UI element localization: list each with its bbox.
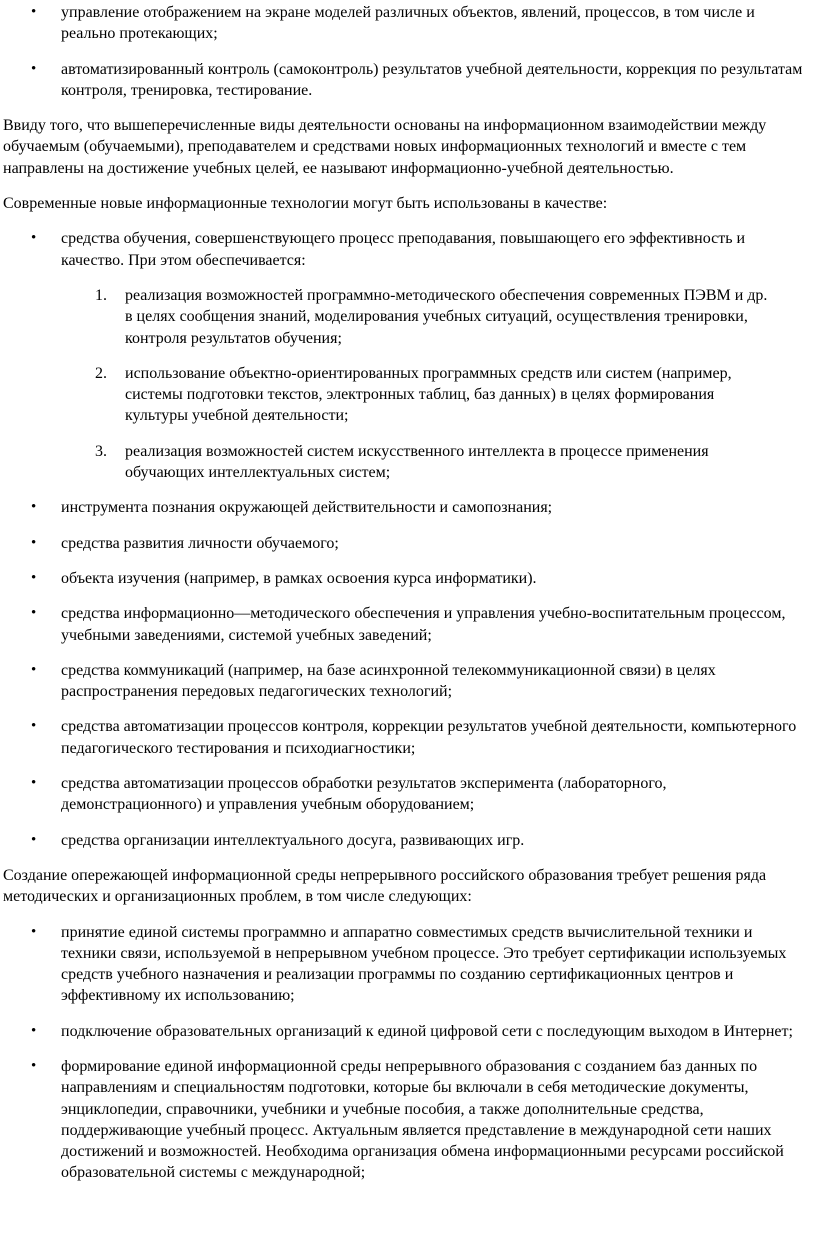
bullet-icon: • <box>31 499 37 516</box>
bullet-icon: • <box>31 1057 37 1074</box>
uses-bullet-list <box>3 228 816 271</box>
numbered-item <box>3 285 816 349</box>
list-item-text: средства коммуникаций (например, на базе асинхронной телекоммуникационной связи) в целях распространения передовых педагогических технологий; <box>61 661 716 701</box>
document-page <box>0 2 816 1241</box>
bullet-icon: • <box>31 569 37 586</box>
paragraph-modern-tech: Современные новые информационные технологии могут быть использованы в качестве: <box>3 195 608 213</box>
item-number: 2. <box>95 364 107 382</box>
problems-bullet-list <box>3 922 816 1184</box>
list-item <box>3 660 816 703</box>
list-item <box>3 2 816 45</box>
list-item <box>3 497 816 518</box>
list-item-text: средства информационно—методического обеспечения и управления учебно-воспитательным процессом, учебными заведениями, системой учебных заведений; <box>61 605 786 644</box>
list-item-text: средства организации интеллектуального досуга, развивающих игр. <box>61 831 525 849</box>
numbered-item-text: реализация возможностей систем искусственного интеллекта в процессе применения обучающих интеллектуальных систем; <box>125 442 709 482</box>
numbered-item <box>3 363 816 427</box>
list-item <box>3 59 816 102</box>
list-item <box>3 1021 816 1042</box>
bullet-icon: • <box>31 923 37 940</box>
paragraph-info-environment: Создание опережающей информационной среды непрерывного российского образования требует решения ряда методических и организационных проблем, в том числе следующих: <box>3 866 767 906</box>
item-number: 1. <box>95 286 107 304</box>
list-item-text: управление отображением на экране моделей различных объектов, явлений, процессов, в том числе и реально протекающих; <box>61 4 755 43</box>
list-item-text: инструмента познания окружающей действительности и самопознания; <box>61 499 553 517</box>
list-item-text: подключение образовательных организаций к единой цифровой сети с последующим выходом в Интернет; <box>61 1022 793 1040</box>
numbered-list <box>3 285 816 483</box>
list-item-text: автоматизированный контроль (самоконтроль) результатов учебной деятельности, коррекция по результатам контроля, тренировка, тестирование. <box>61 60 803 99</box>
numbered-item-text: реализация возможностей программно-методического обеспечения современных ПЭВМ и др. в целях сообщения знаний, моделирования учебных ситуаций, осуществления тренировки, контроля результатов обучения; <box>125 286 768 347</box>
bullet-icon: • <box>31 831 37 848</box>
list-item-text: средства развития личности обучаемого; <box>61 534 339 552</box>
bullet-icon: • <box>31 230 37 247</box>
list-item-text: объекта изучения (например, в рамках освоения курса информатики). <box>61 569 537 587</box>
uses-bullet-list-continued <box>3 497 816 851</box>
top-bullet-list <box>3 2 816 101</box>
list-item <box>3 922 816 1007</box>
item-number: 3. <box>95 442 107 460</box>
list-item <box>3 603 816 646</box>
bullet-icon: • <box>31 534 37 551</box>
list-item <box>3 830 816 851</box>
list-item <box>3 1056 816 1184</box>
numbered-item <box>3 441 816 484</box>
bullet-icon: • <box>31 718 37 735</box>
list-item <box>3 568 816 589</box>
list-item <box>3 533 816 554</box>
bullet-icon: • <box>31 661 37 678</box>
list-item-text: средства автоматизации процессов обработки результатов эксперимента (лабораторного, демонстрационного) и управления учебным оборудованием; <box>61 775 667 814</box>
bullet-icon: • <box>31 60 37 77</box>
paragraph-info-activity: Ввиду того, что вышеперечисленные виды деятельности основаны на информационном взаимодействии между обучаемым (обучаемыми), преподавателем и средствами новых информационных технологий и вместе с тем направлены на достижение учебных целей, ее называют информационно-учебной деятельностью. <box>3 117 767 177</box>
list-item-text: средства автоматизации процессов контроля, коррекции результатов учебной деятельности, компьютерного педагогического тестирования и психодиагностики; <box>61 718 797 757</box>
bullet-icon: • <box>31 1022 37 1039</box>
bullet-icon: • <box>31 775 37 792</box>
numbered-item-text: использование объектно-ориентированных программных средств или систем (например, системы подготовки текстов, электронных таблиц, баз данных) в целях формирования культуры учебной деятельности; <box>125 364 732 425</box>
bullet-icon: • <box>31 605 37 622</box>
list-item <box>3 716 816 759</box>
list-item-text: средства обучения, совершенствующего процесс преподавания, повышающего его эффективность и качество. При этом обеспечивается: <box>61 230 746 269</box>
list-item-text: формирование единой информационной среды непрерывного образования с созданием баз данных по направлениям и специальностям подготовки, которые бы включали в себя методические документы, энциклопедии, справочники, учебники и учебные пособия, а также дополнительные средства, поддерживающие учебный процесс. Актуальным является представление в международной сети наших достижений и возможностей. Необходима организация обмена информационными ресурсами российской образовательной системы с международной; <box>61 1057 784 1182</box>
list-item-text: принятие единой системы программно и аппаратно совместимых средств вычислительной техники и техники связи, используемой в непрерывном учебном процессе. Это требует сертификации используемых средств учебного назначения и реализации программы по созданию сертификационных центров и эффективному их использованию; <box>61 923 787 1005</box>
bullet-icon: • <box>31 4 37 20</box>
list-item <box>3 228 816 271</box>
list-item <box>3 773 816 816</box>
